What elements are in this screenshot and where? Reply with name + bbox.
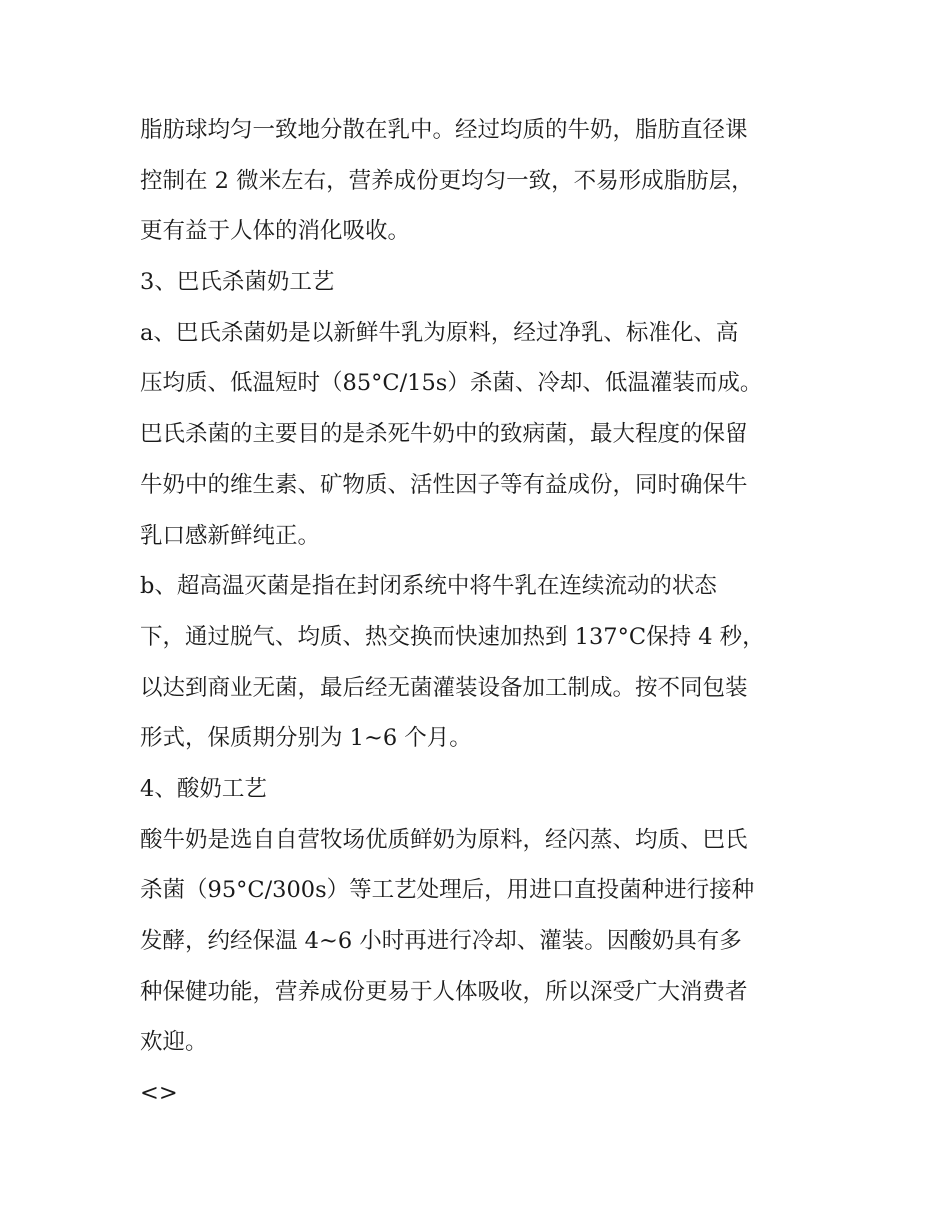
text-line: 以达到商业无菌，最后经无菌灌装设备加工制成。按不同包装 <box>140 674 748 701</box>
end-marker: <> <box>140 1080 178 1107</box>
text-line: 种保健功能，营养成份更易于人体吸收，所以深受广大消费者 <box>140 978 748 1005</box>
text-line: 更有益于人体的消化吸收。 <box>140 218 411 245</box>
text-line: 乳口感新鲜纯正。 <box>140 522 321 549</box>
text-line: 巴氏杀菌的主要目的是杀死牛奶中的致病菌，最大程度的保留 <box>140 421 748 448</box>
text-line: 下，通过脱气、均质、热交换而快速加热到 137°C保持 4 秒， <box>140 623 765 650</box>
section-heading: 4、酸奶工艺 <box>140 775 267 802</box>
text-line: 控制在 2 微米左右，营养成份更均匀一致，不易形成脂肪层， <box>140 167 754 194</box>
text-line: 形式，保质期分别为 1~6 个月。 <box>140 725 472 752</box>
text-line: 压均质、低温短时（85°C/15s）杀菌、冷却、低温灌装而成。 <box>140 370 763 397</box>
text-line: 杀菌（95°C/300s）等工艺处理后，用进口直投菌种进行接种 <box>140 877 755 904</box>
text-line: 牛奶中的维生素、矿物质、活性因子等有益成份，同时确保牛 <box>140 471 748 498</box>
text-line: b、超高温灭菌是指在封闭系统中将牛乳在连续流动的状态 <box>140 573 717 600</box>
text-line: a、巴氏杀菌奶是以新鲜牛乳为原料，经过净乳、标准化、高 <box>140 319 739 346</box>
section-heading: 3、巴氏杀菌奶工艺 <box>140 269 335 296</box>
text-line: 酸牛奶是选自自营牧场优质鲜奶为原料，经闪蒸、均质、巴氏 <box>140 826 748 853</box>
text-line: 发酵，约经保温 4~6 小时再进行冷却、灌装。因酸奶具有多 <box>140 928 742 954</box>
document-body <box>140 105 830 1119</box>
text-line: 脂肪球均匀一致地分散在乳中。经过均质的牛奶，脂肪直径课 <box>140 117 748 143</box>
text-line: 欢迎。 <box>140 1029 208 1056</box>
